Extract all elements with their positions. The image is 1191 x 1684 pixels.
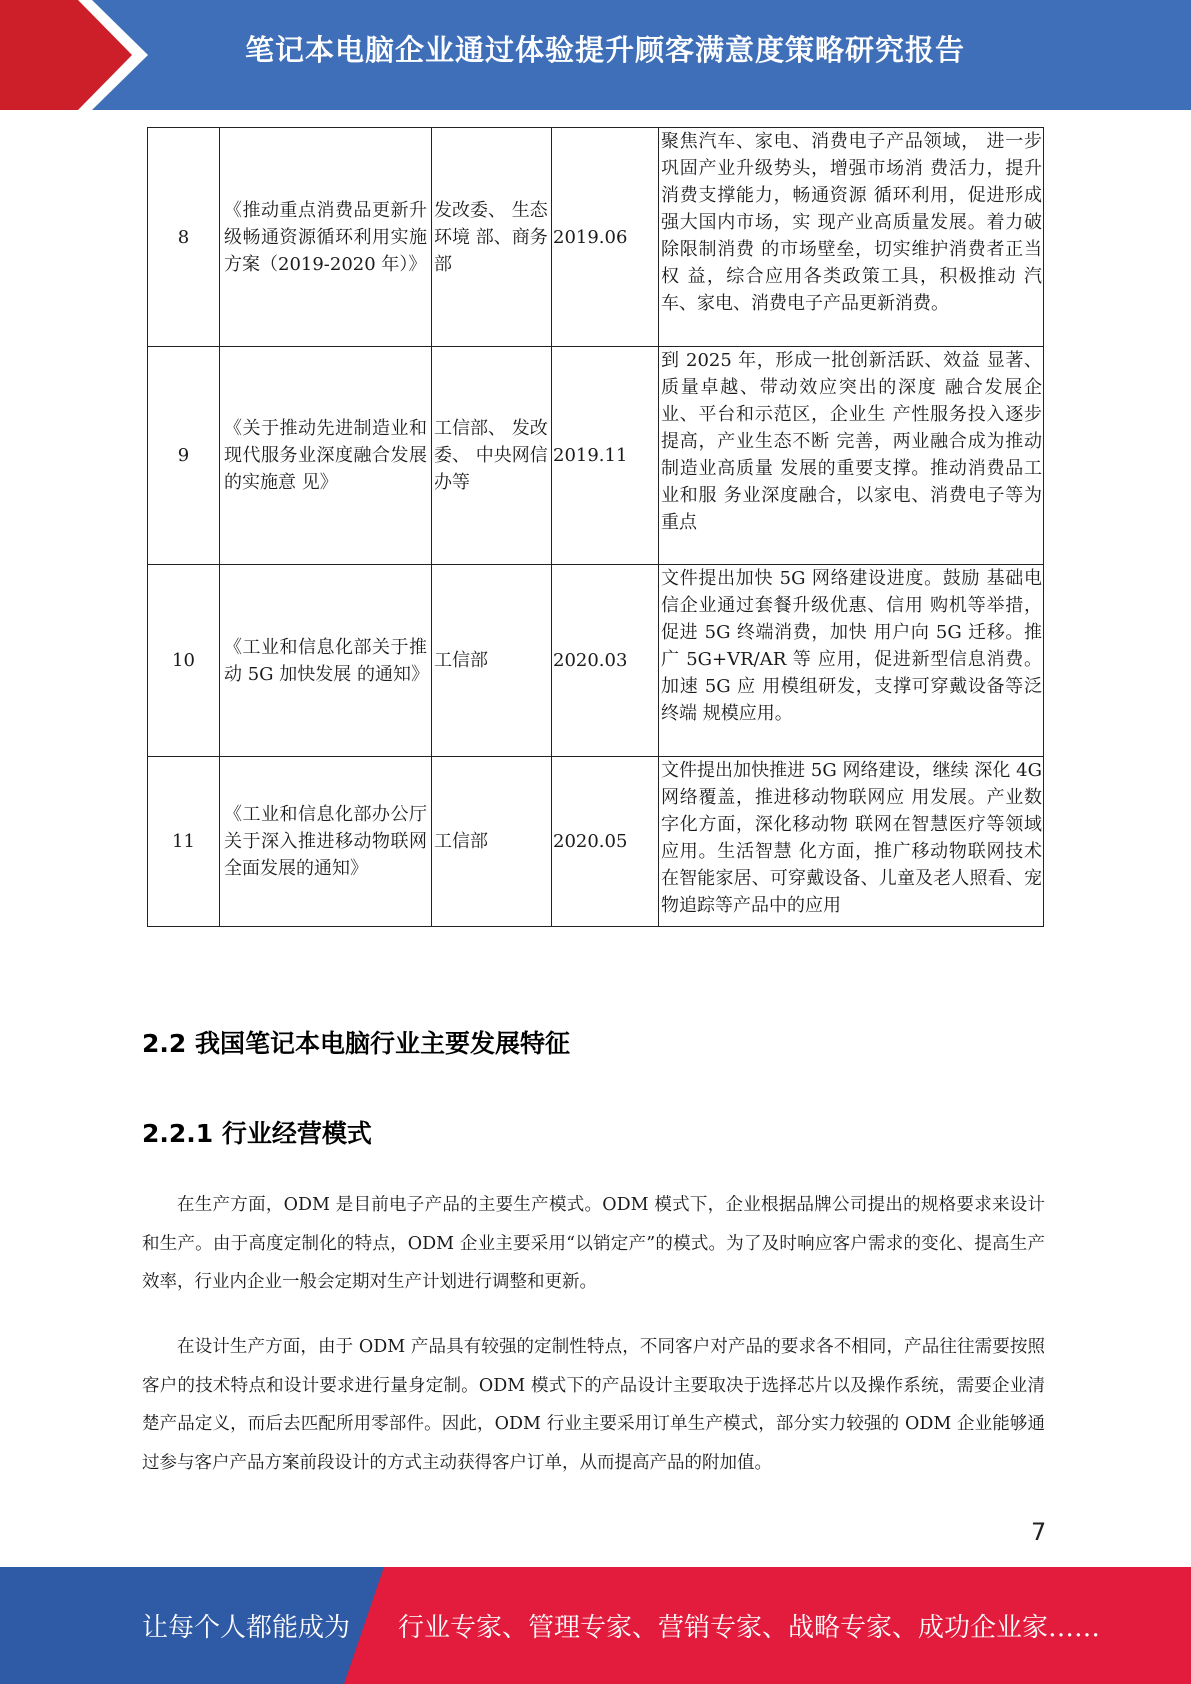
row-number: 11	[148, 757, 220, 927]
policy-date: 2019.06	[552, 128, 659, 347]
section-heading: 2.2 我国笔记本电脑行业主要发展特征	[142, 1029, 570, 1058]
policy-detail-text: 文件提出加快推进 5G 网络建设，继续 深化 4G 网络覆盖，推进移动物联网应 用发展。产业数字化方面，深化移动物 联网在智慧医疗等领域应用。生活智慧 化方面，推广移动物联网技术在智能家居、可穿戴设备、儿童及老人照看、宠 物追踪等产品中的应用	[661, 760, 1042, 916]
header-arrow-decoration	[0, 0, 160, 110]
policy-detail	[659, 757, 1044, 927]
policy-issuer: 工信部、 发改委、 中央网信 办等	[432, 347, 552, 565]
policy-name: 《工业和信息化部办公厅关于深入推进移动物联网全面发展的通知》	[220, 757, 432, 927]
footer-slogan-text: 行业专家、管理专家、营销专家、战略专家、成功企业家……	[398, 1613, 1101, 1643]
report-title: 笔记本电脑企业通过体验提升顾客满意度策略研究报告	[245, 33, 966, 67]
policy-name: 《推动重点消费品更新升级畅通资源循环利用实施方案（2019-2020 年）》	[220, 128, 432, 347]
policy-date: 2020.03	[552, 565, 659, 757]
body-paragraph: 在设计生产方面，由于 ODM 产品具有较强的定制性特点，不同客户对产品的要求各不相同，产品往往需要按照客户的技术特点和设计要求进行量身定制。ODM 模式下的产品设计主要取决于选择芯片以及操作系统，需要企业清楚产品定义，而后去匹配所用零部件。因此，ODM 行业主要采用订单生产模式，部分实力较强的 ODM 企业能够通过参与客户产品方案前段设计的方式主动获得客户订单，从而提高产品的附加值。	[142, 1337, 1045, 1473]
policy-date: 2020.05	[552, 757, 659, 927]
policy-date: 2019.11	[552, 347, 659, 565]
policy-detail	[659, 565, 1044, 757]
body-paragraph: 在生产方面，ODM 是目前电子产品的主要生产模式。ODM 模式下，企业根据品牌公司提出的规格要求来设计和生产。由于高度定制化的特点，ODM 企业主要采用“以销定产”的模式。为了及时响应客户需求的变化、提高生产效率，行业内企业一般会定期对生产计划进行调整和更新。	[142, 1195, 1045, 1292]
policy-issuer: 工信部	[432, 565, 552, 757]
policy-detail	[659, 128, 1044, 347]
table-row	[148, 565, 1044, 757]
policy-issuer: 发改委、 生态环境 部、商务部	[432, 128, 552, 347]
subsection-heading: 2.2.1 行业经营模式	[142, 1119, 372, 1148]
row-number: 10	[148, 565, 220, 757]
policy-name: 《工业和信息化部关于推动 5G 加快发展 的通知》	[220, 565, 432, 757]
table-row	[148, 347, 1044, 565]
row-number: 9	[148, 347, 220, 565]
page-number: 7	[1031, 1518, 1047, 1546]
table-row	[148, 757, 1044, 927]
policy-issuer: 工信部	[432, 757, 552, 927]
footer-lead-text: 让每个人都能成为	[142, 1613, 351, 1643]
policy-detail-text: 到 2025 年，形成一批创新活跃、效益 显著、质量卓越、带动效应突出的深度 融合发展企业、平台和示范区，企业生 产性服务投入逐步提高，产业生态不断 完善，两业融合成为推动制造业高质量 发展的重要支撑。推动消费品工业和服 务业深度融合，以家电、消费电子等为 重点	[661, 350, 1042, 533]
row-number: 8	[148, 128, 220, 347]
policy-detail-text: 文件提出加快 5G 网络建设进度。鼓励 基础电信企业通过套餐升级优惠、信用 购机等举措，促进 5G 终端消费，加快 用户向 5G 迁移。推广 5G+VR/AR 等 应用，促进新型信息消费。加速 5G 应 用模组研发，支撑可穿戴设备等泛终端 规模应用。	[661, 568, 1042, 724]
page-footer	[0, 1567, 1191, 1684]
policy-table	[147, 127, 1044, 927]
table-row	[148, 128, 1044, 347]
page-header	[0, 0, 1191, 110]
policy-name: 《关于推动先进制造业和现代服务业深度融合发展的实施意 见》	[220, 347, 432, 565]
policy-detail-text: 聚焦汽车、家电、消费电子产品领域， 进一步巩固产业升级势头，增强市场消 费活力，提升消费支撑能力，畅通资源 循环利用，促进形成强大国内市场，实 现产业高质量发展。着力破除限制消费 的市场壁垒，切实维护消费者正当权 益，综合应用各类政策工具，积极推动 汽车、家电、消费电子产品更新消费。	[661, 131, 1042, 314]
policy-detail	[659, 347, 1044, 565]
